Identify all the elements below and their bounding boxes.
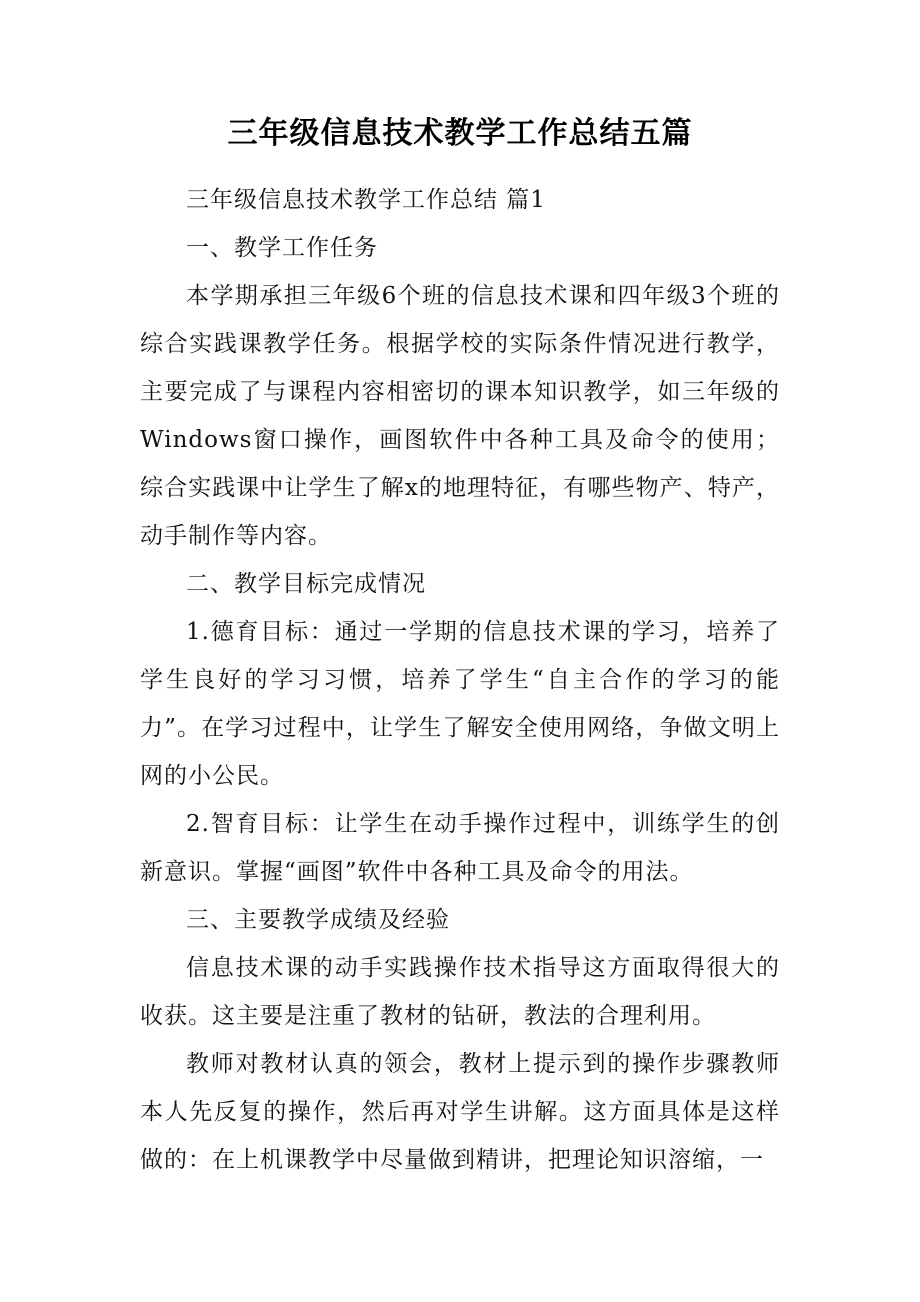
subsection-heading: 一、教学工作任务 [186,235,378,261]
body-paragraph: 2.智育目标：让学生在动手操作过程中，训练学生的创新意识。掌握“画图”软件中各种工具及命令的用法。 [140,811,780,885]
body-paragraph: 教师对教材认真的领会，教材上提示到的操作步骤教师本人先反复的操作，然后再对学生讲解。这方面具体是这样做的：在上机课教学中尽量做到精讲，把理论知识溶缩，一 [140,1051,780,1173]
body-paragraph: 本学期承担三年级6个班的信息技术课和四年级3个班的综合实践课教学任务。根据学校的实际条件情况进行教学，主要完成了与课程内容相密切的课本知识教学，如三年级的Windows窗口操作，画图软件中各种工具及命令的使用；综合实践课中让学生了解x的地理特征，有哪些物产、特产，动手制作等内容。 [140,283,780,549]
subsection-heading: 二、教学目标完成情况 [186,571,426,597]
document-title: 三年级信息技术教学工作总结五篇 [227,116,693,151]
section-heading: 三年级信息技术教学工作总结 篇1 [186,187,546,213]
subsection-heading: 三、主要教学成绩及经验 [186,907,450,933]
body-paragraph: 信息技术课的动手实践操作技术指导这方面取得很大的收获。这主要是注重了教材的钻研，教法的合理利用。 [140,955,780,1029]
body-paragraph: 1.德育目标：通过一学期的信息技术课的学习，培养了学生良好的学习习惯，培养了学生“自主合作的学习的能力”。在学习过程中，让学生了解安全使用网络，争做文明上网的小公民。 [140,619,780,789]
